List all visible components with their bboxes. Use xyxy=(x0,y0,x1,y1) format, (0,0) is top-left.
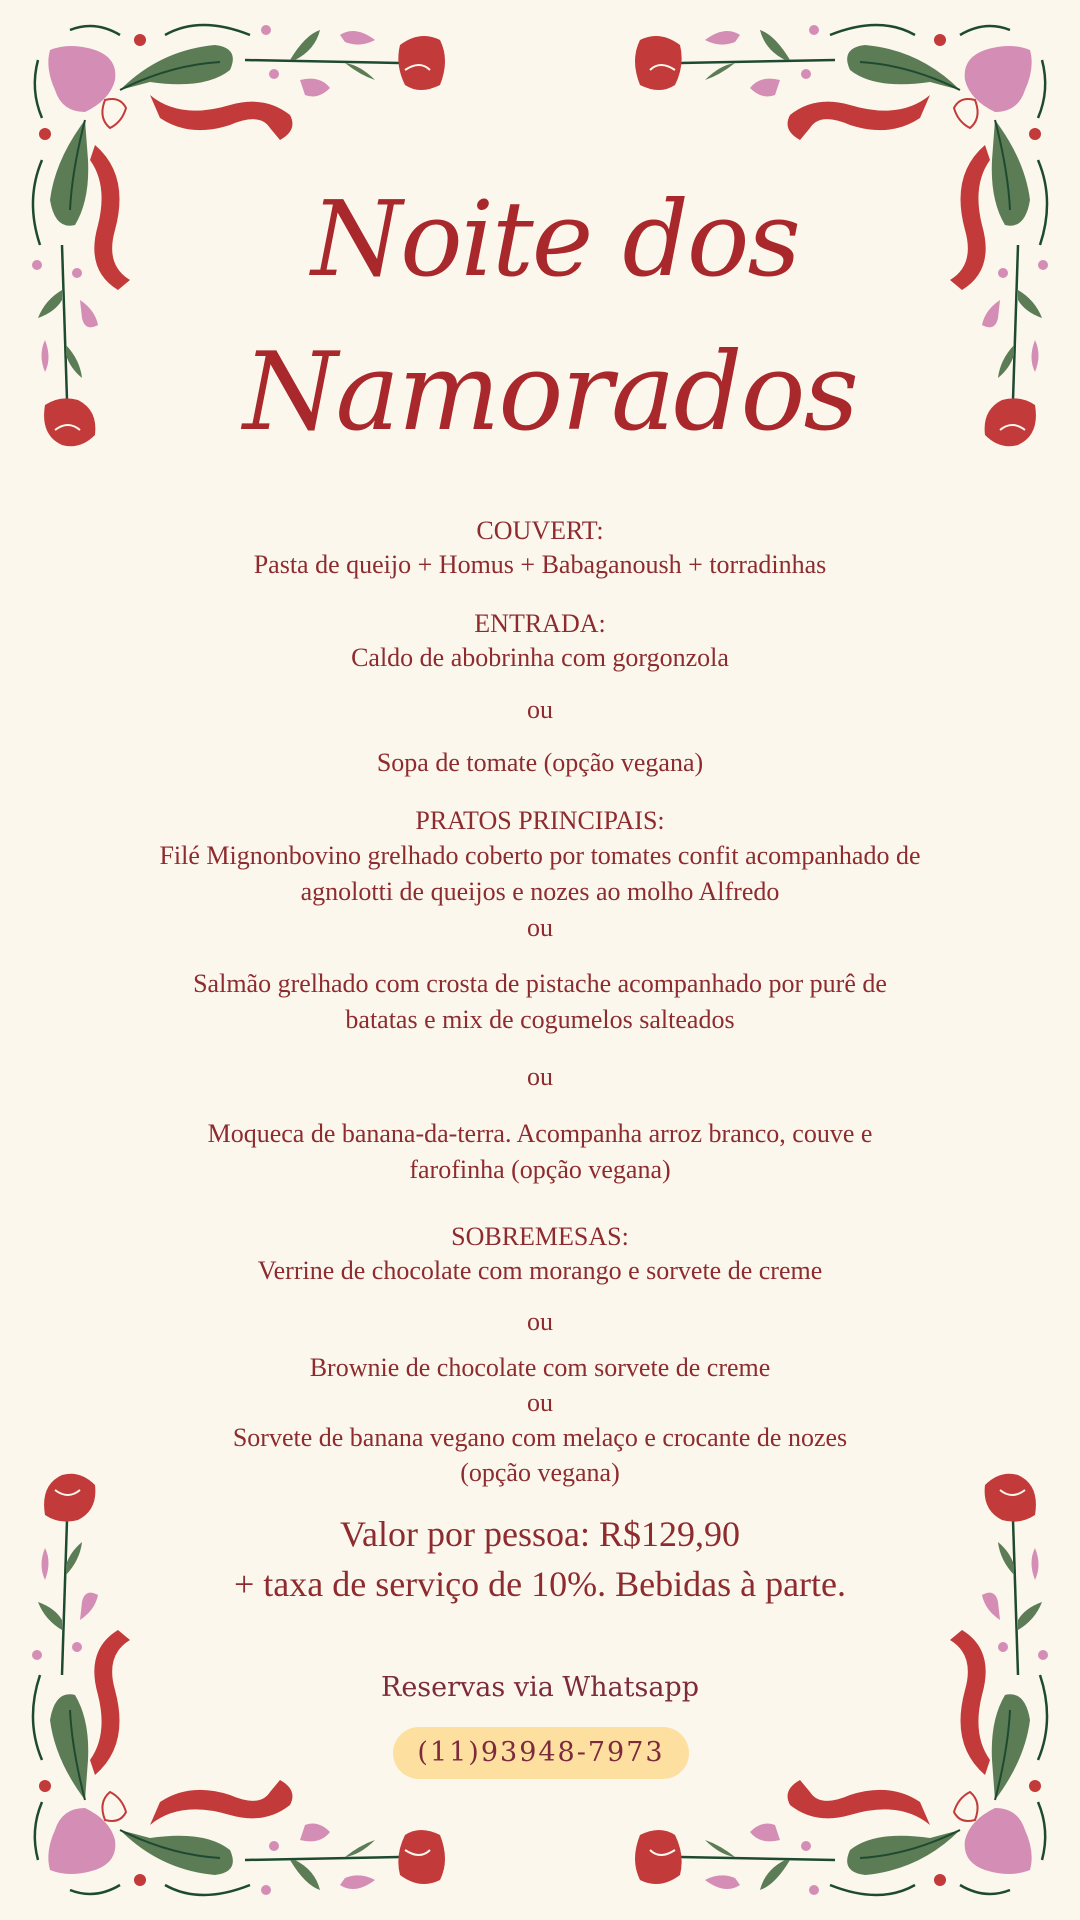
separator-ou: ou xyxy=(527,1307,553,1336)
separator-ou: ou xyxy=(527,913,553,942)
menu-item: farofinha (opção vegana) xyxy=(409,1155,671,1184)
menu-item: Pasta de queijo + Homus + Babaganoush + torradinhas xyxy=(253,550,827,579)
menu-item: Sorvete de banana vegano com melaço e crocante de nozes xyxy=(232,1423,848,1452)
section-heading-entrada: ENTRADA: xyxy=(474,609,606,638)
section-heading-pratos-principais: PRATOS PRINCIPAIS: xyxy=(415,806,665,835)
menu-item: batatas e mix de cogumelos salteados xyxy=(345,1005,735,1034)
menu-item: agnolotti de queijos e nozes ao molho Alfredo xyxy=(300,877,780,906)
menu-item: Brownie de chocolate com sorvete de creme xyxy=(309,1353,771,1382)
price-per-person: Valor por pessoa: R$129,90 xyxy=(340,1514,740,1554)
title-line-2: Namorados xyxy=(243,330,857,455)
menu-item: Salmão grelhado com crosta de pistache acompanhado por purê de xyxy=(193,969,887,998)
menu-item: Filé Mignonbovino grelhado coberto por tomates confit acompanhado de xyxy=(159,841,921,870)
section-heading-sobremesas: SOBREMESAS: xyxy=(451,1222,629,1251)
section-heading-couvert: COUVERT: xyxy=(476,516,604,545)
separator-ou: ou xyxy=(527,1388,553,1417)
menu-item: Caldo de abobrinha com gorgonzola xyxy=(351,643,729,672)
reservation-label: Reservas via Whatsapp xyxy=(380,1672,699,1703)
title-line-1: Noite dos xyxy=(311,178,799,300)
separator-ou: ou xyxy=(527,1062,553,1091)
service-fee-note: + taxa de serviço de 10%. Bebidas à parte. xyxy=(233,1564,847,1604)
whatsapp-phone-pill[interactable]: (11)93948-7973 xyxy=(393,1727,689,1779)
menu-item: (opção vegana) xyxy=(460,1458,620,1487)
menu-item: Verrine de chocolate com morango e sorvete de creme xyxy=(257,1256,823,1285)
menu-item: Sopa de tomate (opção vegana) xyxy=(376,748,704,777)
menu-item: Moqueca de banana-da-terra. Acompanha arroz branco, couve e xyxy=(207,1119,873,1148)
separator-ou: ou xyxy=(527,695,553,724)
